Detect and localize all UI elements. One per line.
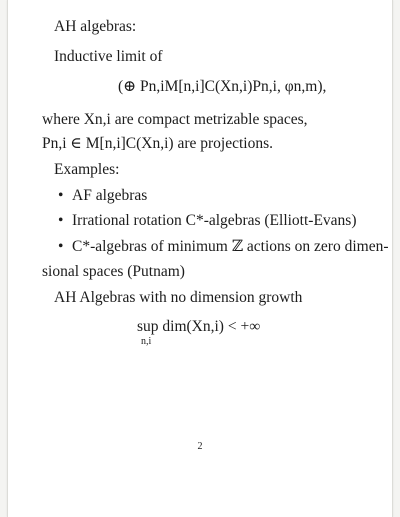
page-number: 2 (197, 441, 203, 452)
projections-line (42, 136, 273, 152)
sup-formula-text: sup dim(Xn,i) < +∞ (137, 318, 261, 335)
no-growth-line (54, 290, 302, 306)
document-page (7, 0, 393, 517)
example-item-minimal-actions (72, 239, 389, 255)
bullet-icon: • (58, 238, 64, 255)
example-item-irrational-rotation (72, 213, 357, 229)
bullet-icon: • (58, 212, 64, 229)
example-item-minimal-actions-text: C*-algebras of minimum ℤ actions on zero dimen- (72, 238, 389, 255)
example-item-af-text: AF algebras (72, 187, 148, 204)
example-item-continuation-text: sional spaces (Putnam) (42, 263, 185, 280)
sup-subscript (141, 337, 151, 347)
heading-text: AH algebras: (54, 18, 137, 35)
where-line (42, 112, 308, 128)
example-item-continuation (42, 264, 185, 280)
projections-text: Pn,i ∈ M[n,i]C(Xn,i) are projections. (42, 135, 274, 152)
no-growth-text: AH Algebras with no dimension growth (54, 289, 303, 306)
inductive-line (54, 49, 162, 65)
sup-subscript-text: n,i (141, 336, 152, 347)
where-text: where Xn,i are compact metrizable spaces, (42, 111, 308, 128)
sup-formula (137, 319, 260, 335)
examples-line (54, 162, 119, 178)
example-item-af (72, 188, 147, 204)
example-item-irrational-rotation-text: Irrational rotation C*-algebras (Elliott-Evans) (72, 212, 357, 229)
inductive-text: Inductive limit of (54, 48, 163, 65)
inductive-formula (118, 79, 326, 95)
bullet-icon: • (58, 187, 64, 204)
formula-main: (⊕ Pn,iM[n,i]C(Xn,i)Pn,i, φn,m), (118, 78, 327, 95)
examples-text: Examples: (54, 161, 120, 178)
heading-line (54, 19, 136, 35)
